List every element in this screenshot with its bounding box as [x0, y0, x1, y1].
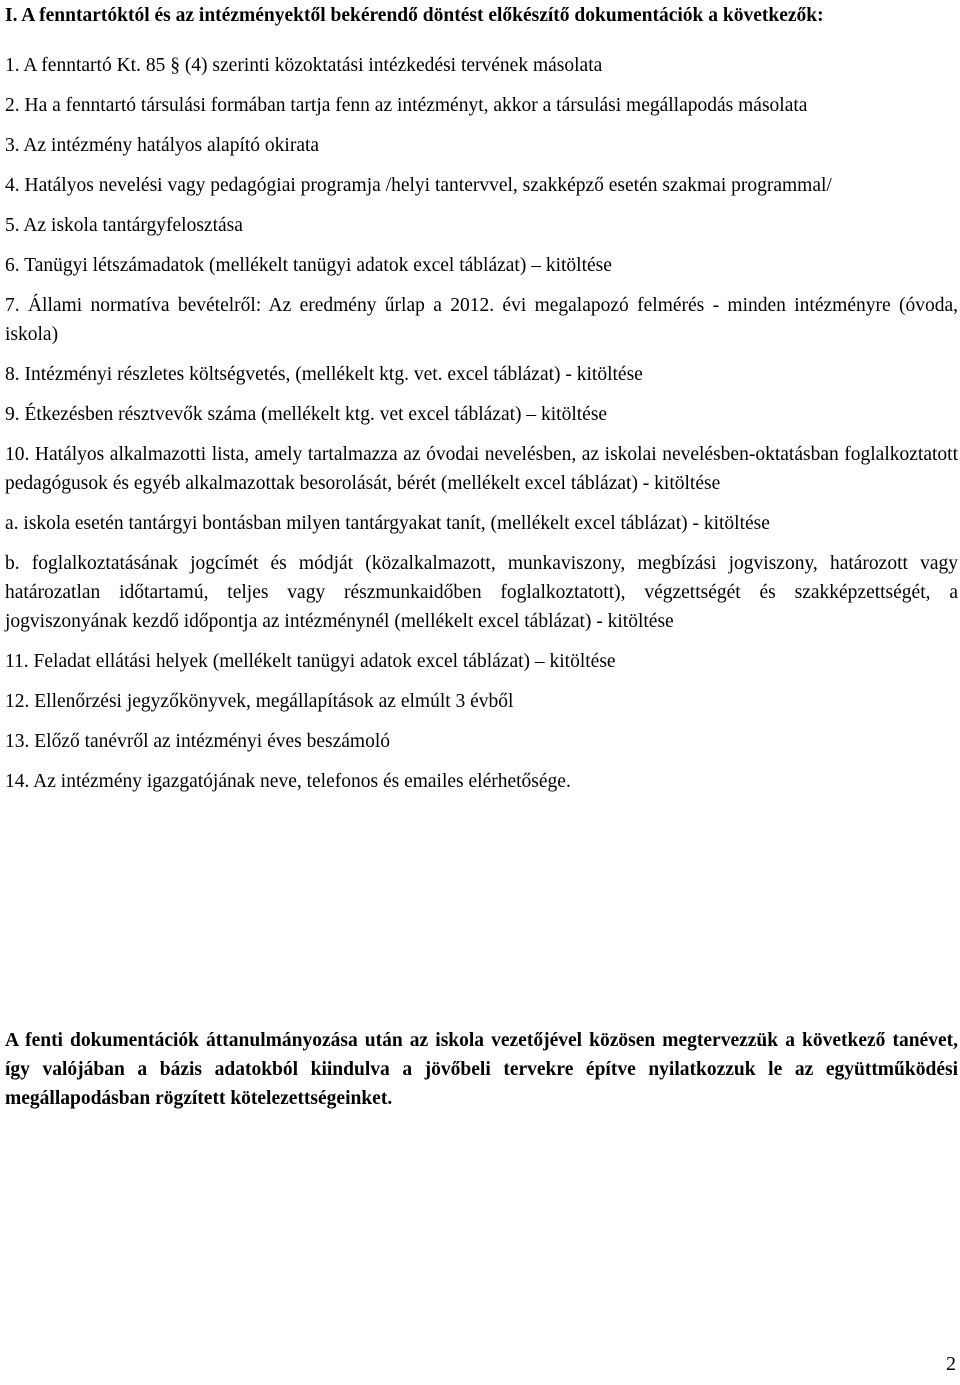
list-item-12: 12. Ellenőrzési jegyzőkönyvek, megállapítások az elmúlt 3 évből	[5, 691, 514, 712]
list-item-8: 8. Intézményi részletes költségvetés, (mellékelt ktg. vet. excel táblázat) - kitöltése	[5, 364, 643, 385]
document-page	[5, 0, 958, 1109]
list-item-6: 6. Tanügyi létszámadatok (mellékelt tanügyi adatok excel táblázat) – kitöltése	[5, 255, 612, 276]
list-item-10: 10. Hatályos alkalmazotti lista, amely tartalmazza az óvodai nevelésben, az iskolai nevelésben-oktatásban foglalkoztatott pedagógusok és egyéb alkalmazottak besorolását, bérét (mellékelt excel táblázat) - kitöltése	[5, 444, 958, 494]
list-item-10b: b. foglalkoztatásának jogcímét és módját (közalkalmazott, munkaviszony, megbízási jogviszony, határozott vagy határozatlan időtartamú, teljes vagy részmunkaidőben foglalkoztatott), végzettségét és szakképzettségét, a jogviszonyának kezdő időpontja az intézménynél (mellékelt excel táblázat) - kitöltése	[5, 553, 958, 632]
section-heading: I. A fenntartóktól és az intézményektől bekérendő döntést előkészítő dokumentációk a következők:	[5, 5, 824, 26]
closing-paragraph: A fenti dokumentációk áttanulmányozása után az iskola vezetőjével közösen megtervezzük a következő tanévet, így valójában a bázis adatokból kiindulva a jövőbeli tervekre építve nyilatkozzuk le az együttműködési megállapodásban rögzített kötelezettségeinket.	[5, 1030, 958, 1109]
list-item-5: 5. Az iskola tantárgyfelosztása	[5, 215, 243, 236]
list-item-4: 4. Hatályos nevelési vagy pedagógiai programja /helyi tantervvel, szakképző esetén szakmai programmal/	[5, 175, 832, 196]
list-item-14: 14. Az intézmény igazgatójának neve, telefonos és emailes elérhetősége.	[5, 771, 571, 792]
list-item-1: 1. A fenntartó Kt. 85 § (4) szerinti közoktatási intézkedési tervének másolata	[5, 55, 603, 76]
page-number: 2	[946, 1353, 956, 1375]
list-item-2: 2. Ha a fenntartó társulási formában tartja fenn az intézményt, akkor a társulási megállapodás másolata	[5, 95, 808, 116]
list-item-10a: a. iskola esetén tantárgyi bontásban milyen tantárgyakat tanít, (mellékelt excel táblázat) - kitöltése	[5, 513, 770, 534]
list-item-13: 13. Előző tanévről az intézményi éves beszámoló	[5, 731, 390, 752]
list-item-9: 9. Étkezésben résztvevők száma (mellékelt ktg. vet excel táblázat) – kitöltése	[5, 404, 608, 425]
list-item-11: 11. Feladat ellátási helyek (mellékelt tanügyi adatok excel táblázat) – kitöltése	[5, 651, 616, 672]
list-item-3: 3. Az intézmény hatályos alapító okirata	[5, 135, 320, 156]
list-item-7: 7. Állami normatíva bevételről: Az eredmény űrlap a 2012. évi megalapozó felmérés - minden intézményre (óvoda, iskola)	[5, 295, 958, 345]
